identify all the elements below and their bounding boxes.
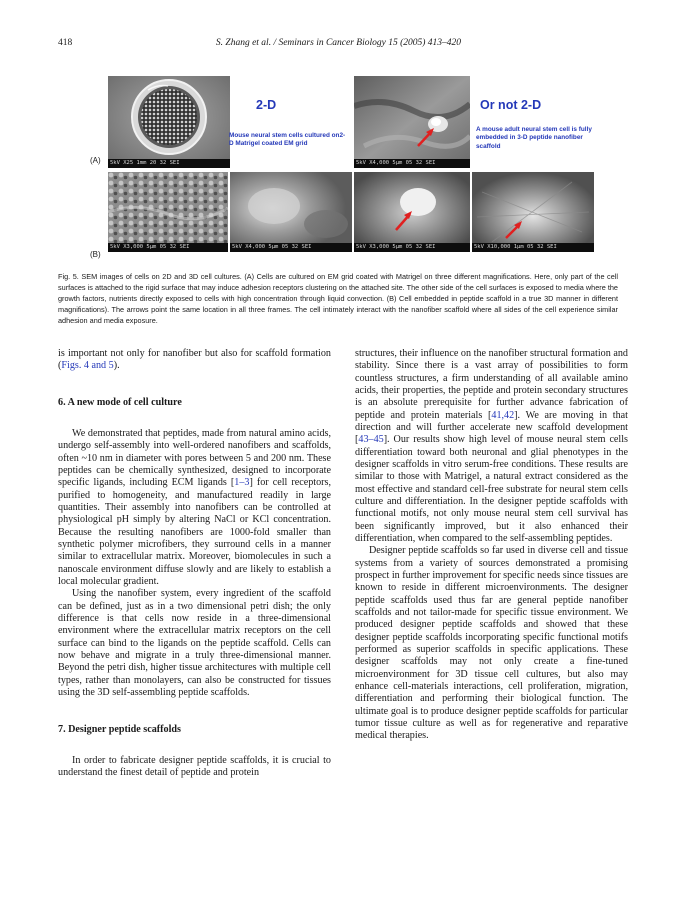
citation-link[interactable]: 43–45 — [358, 434, 384, 446]
page-number: 418 — [58, 38, 73, 48]
em-grid-image — [108, 76, 230, 168]
paragraph: In order to fabricate designer peptide scaffolds, it is crucial to understand the finest detail of peptide and protein — [58, 754, 331, 778]
section-heading-7: 7. Designer peptide scaffolds — [58, 723, 181, 735]
sem-panel-b1 — [108, 172, 228, 252]
sem-panel-a3 — [354, 76, 470, 168]
sem-cell-3d-image — [354, 172, 470, 252]
sem-cell-2d-image — [354, 76, 470, 168]
figure-title-3d: Or not 2-D — [480, 98, 542, 112]
figure-note-3d: A mouse adult neural stem cell is fully embedded in 3-D peptide nanofiber scaffold — [476, 126, 592, 150]
figure-5 — [88, 76, 596, 264]
paragraph: Using the nanofiber system, every ingredient of the scaffold can be defined, just as in a two dimensional petri dish; the only difference is that cells now reside in a three-dimensional environment where the extracellular matrix receptors on the cell surface can bind to the ligands on the peptide scaffold. Cells can now behave and migrate in a truly three-dimensional manner. Beyond the petri dish, higher tissue architectures with multiple cell types, rather than monolayers, can also be constructed for tissues using the 3D self-assembling peptide scaffolds. — [58, 588, 331, 698]
sem-scalebar: 5kV X4,000 5µm 05 32 SEI — [230, 243, 352, 252]
sem-nanofiber-image — [472, 172, 594, 252]
paragraph: We demonstrated that peptides, made from natural amino acids, undergo self-assembly into well-ordered nanofibers and scaffolds, often ~10 nm in diameter with pores between 5 and 200 nm. These peptides can be chemically synthesized, designed to incorporate specific ligands, including ECM ligands [1–3] for cell receptors, purified to homogeneity, and manufactured readily in large quantities. Their assembly into nanofibers can be controlled at physiological pH simply by altering NaCl or KCl concentration. Because the resulting nanofibers are 1000-fold smaller than synthetic polymer microfibers, they surround cells in a manner similar to extracellular matrix. Moreover, biomolecules in such a nanoscale environment diffuse slowly and are likely to establish a local molecular gradient. — [58, 427, 331, 587]
sem-scalebar: 5kV X25 1mm 20 32 SEI — [108, 159, 230, 168]
caption-label: Fig. 5. — [58, 272, 79, 281]
sem-scalebar: 5kV X3,000 5µm 05 32 SEI — [354, 243, 470, 252]
left-column — [58, 348, 331, 779]
running-header — [58, 38, 619, 52]
figure-reference-link[interactable]: Figs. 4 and 5 — [61, 360, 114, 372]
figure-title-2d: 2-D — [256, 98, 277, 112]
figure-row-label-b: (B) — [90, 250, 101, 259]
sem-scalebar: 5kV X10,000 1µm 05 32 SEI — [472, 243, 594, 252]
citation-link[interactable]: 1–3 — [234, 477, 250, 489]
sem-cells-closeup-image — [230, 172, 352, 252]
figure-caption — [58, 272, 618, 327]
figure-note-2d: Mouse neural stem cells cultured on2-D Matrigel coated EM grid — [229, 132, 346, 148]
sem-panel-b3 — [354, 172, 470, 252]
paragraph: is important not only for nanofiber but also for scaffold formation (Figs. 4 and 5). — [58, 348, 331, 372]
sem-panel-a1-em-grid — [108, 76, 230, 168]
sem-cells-matrigel-image — [108, 172, 228, 252]
running-title: S. Zhang et al. / Seminars in Cancer Biology 15 (2005) 413–420 — [215, 38, 462, 48]
caption-text: SEM images of cells on 2D and 3D cell cultures. (A) Cells are cultured on EM grid coated with Matrigel on three different magnifications. Here, only part of the cell surfaces is attached to the rigid surface that may induce adhesion receptors clustering on the attached site. The other side of the cell surfaces is exposed to media where the growth factors, nutrients directly exposed to cells with high concentration through liquid convection. (B) Cell embedded in peptide scaffold in a true 3D manner in different magnifications). The arrows point the same location in all three frames. The cell intimately interact with the nanofiber scaffold where all sides of the cell experience similar adhesion and media exposure. — [58, 272, 619, 325]
figure-row-label-a: (A) — [90, 156, 101, 165]
sem-scalebar: 5kV X4,000 5µm 05 32 SEI — [354, 159, 470, 168]
paragraph: structures, their influence on the nanofiber structural formation and stability. Since there is a vast array of possibilities to form countless structures, a firm understanding of all available amino acids, their properties, the peptide and protein secondary structures is an absolute prerequisite for further advance fabrication of peptide and protein materials [41,42]. We are moving in that direction and will further accelerate new scaffold development [43–45]. Our results show high level of mouse neural stem cells differentiation toward both neuronal and glial phenotypes in the designer scaffolds in vitro serum-free conditions. These results are similar to those with Matrigel, a natural extract considered as the most effective and standard cell-free substrate for neural stem cells culture and differentiation. In the designer peptide scaffolds with functional motifs, not only mouse neural stem cell survival has been significantly improved, but it also enhanced their differentiation, when compared to the self-assembling peptides. — [355, 348, 628, 544]
citation-link[interactable]: 41,42 — [491, 409, 515, 421]
paragraph: Designer peptide scaffolds so far used in diverse cell and tissue systems from a variety of sources demonstrated a promising prospect in further improvement for specific needs since tissues are known to reside in different microenvironments. The designer peptide scaffolds used thus far are general peptide nanofiber scaffolds and not tailor-made for specific tissue environment. We produced designer peptide scaffolds and showed that these designer peptide scaffolds incorporating specific functional motifs performed as superior scaffolds in specific applications. These designer scaffolds may not only create a fine-tuned microenvironment for 3D tissue cell cultures, but also may enhance cell-materials interactions, cell proliferation, migration, differentiation and performing their biological function. The ultimate goal is to produce designer peptide scaffolds for particular tumor tissue culture as well as for regenerative and reparative medical therapies. — [355, 545, 628, 742]
right-column — [355, 348, 628, 743]
sem-scalebar: 5kV X3,000 5µm 05 32 SEI — [108, 243, 228, 252]
sem-panel-b2 — [230, 172, 352, 252]
section-heading-6: 6. A new mode of cell culture — [58, 397, 182, 409]
sem-panel-b4 — [472, 172, 594, 252]
